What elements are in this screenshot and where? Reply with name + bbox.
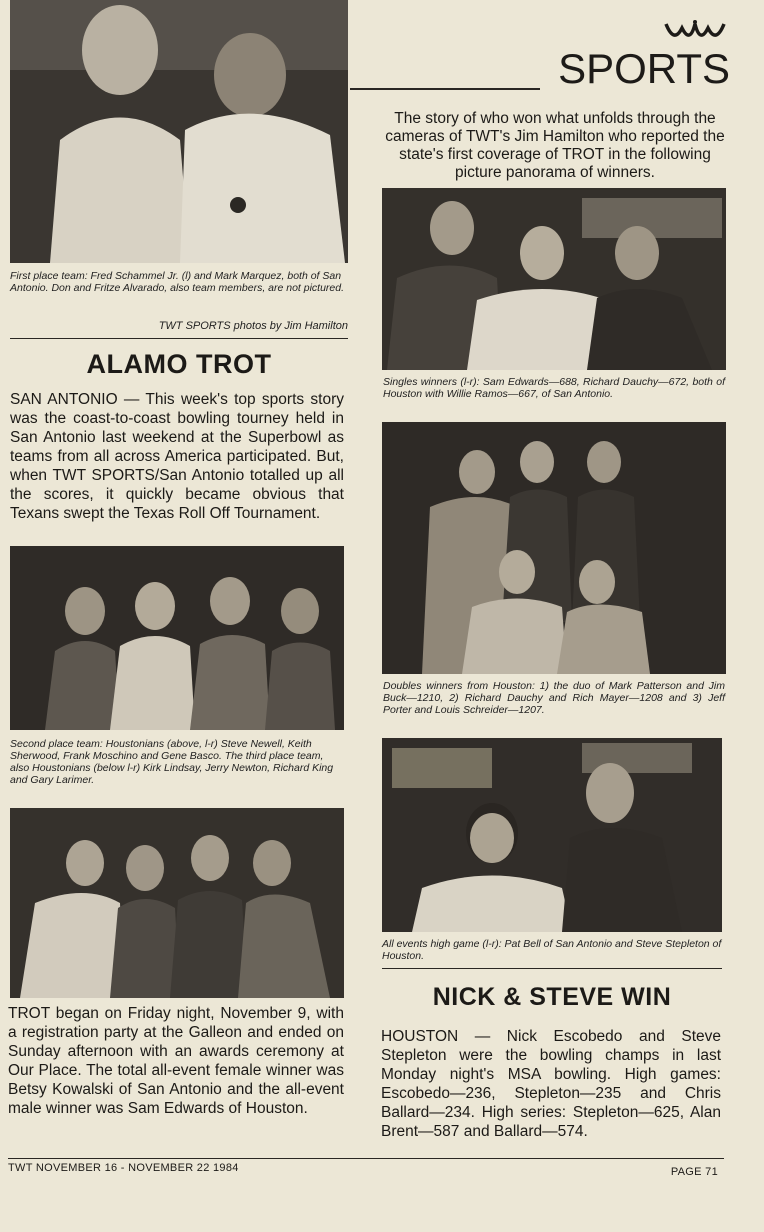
- nick-steve-headline: NICK & STEVE WIN: [432, 983, 672, 1011]
- intro-text: The story of who won what unfolds through the cameras of TWT's Jim Hamilton who reported the state's first coverage of TROT in the following picture panorama of winners.: [385, 110, 725, 181]
- photo-all-events-high-game: [382, 738, 722, 932]
- nick-steve-story: HOUSTON — Nick Escobedo and Steve Stepleton were the bowling champs in last Monday night's MSA bowling. High games: Escobedo—236, Stepleton—235 and Chris Ballard—234. High series: Stepleton—625, Alan Brent—587 and Ballard—574.: [381, 1028, 721, 1140]
- photo-doubles-winners: [382, 422, 726, 674]
- allevents-caption: All events high game (l-r): Pat Bell of San Antonio and Steve Stepleton of Houston.: [382, 938, 722, 962]
- header-rule: [350, 88, 540, 90]
- footer-rule: [8, 1158, 724, 1159]
- photo-first-place-team: [10, 0, 348, 263]
- twt-logo: [664, 18, 726, 46]
- alamo-trot-story-p1: SAN ANTONIO — This week's top sports story was the coast-to-coast bowling tourney held in San Antonio last weekend at the Superbowl as teams from all across America participated. But, when TWT SPORTS/San Antonio totalled up all the scores, it quickly became obvious that Texans swept the Texas Roll Off Tournament.: [10, 391, 344, 522]
- photo-credit: TWT SPORTS photos by Jim Hamilton: [158, 320, 348, 332]
- footer-issue-date: TWT NOVEMBER 16 - NOVEMBER 22 1984: [8, 1162, 239, 1174]
- photo-singles-winners: [382, 188, 726, 370]
- doubles-caption: Doubles winners from Houston: 1) the duo of Mark Patterson and Jim Buck—1210, 2) Richard Dauchy and Rich Mayer—1208 and 3) Jeff Porter and Louis Schreider—1207.: [383, 680, 725, 716]
- alamo-trot-story-p2: TROT began on Friday night, November 9, with a registration party at the Galleon and ended on Sunday afternoon with an awards ceremony at Our Place. The total all-event female winner was Betsy Kowalski of San Antonio and the all-event male winner was Sam Edwards of Houston.: [8, 1005, 344, 1117]
- photo1-caption: First place team: Fred Schammel Jr. (l) and Mark Marquez, both of San Antonio. Don and Fritze Alvarado, also team members, are not pictured.: [10, 270, 345, 294]
- footer-page-number: PAGE 71: [670, 1166, 718, 1178]
- singles-caption: Singles winners (l-r): Sam Edwards—688, Richard Dauchy—672, both of Houston with Willie Ramos—667, of San Antonio.: [383, 376, 725, 400]
- photo-third-place-team: [10, 808, 344, 998]
- divider-left-1: [10, 338, 348, 339]
- photo-second-place-team: [10, 546, 344, 730]
- photo2-caption: Second place team: Houstonians (above, l-r) Steve Newell, Keith Sherwood, Frank Moschino and Gene Basco. The third place team, also Houstonians (below l-r) Kirk Lindsay, Jerry Newton, Richard King and Gary Larimer.: [10, 738, 334, 786]
- section-title: SPORTS: [558, 45, 730, 92]
- divider-right-1: [382, 968, 722, 969]
- alamo-trot-headline: ALAMO TROT: [86, 349, 272, 379]
